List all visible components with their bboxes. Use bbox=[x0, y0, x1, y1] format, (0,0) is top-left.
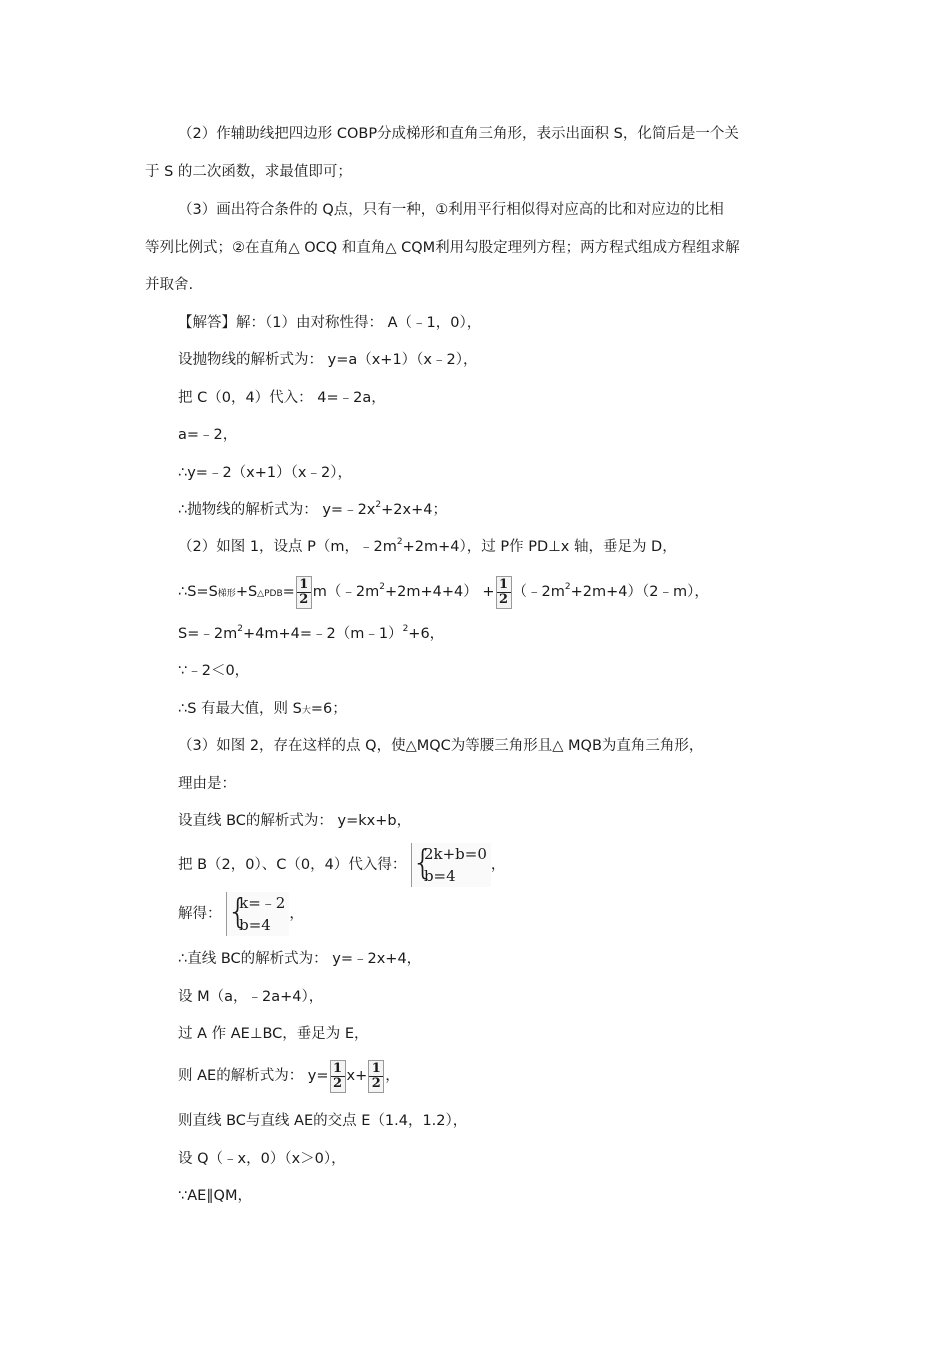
subscript-triangle: △PDB bbox=[257, 589, 283, 599]
line-25-text: 则 AE的解析式为： y= bbox=[178, 1068, 329, 1084]
line-12-tail: +2m+4），过 P作 PD⊥x 轴，垂足为 D， bbox=[402, 539, 677, 555]
formula-start: ∴S=S bbox=[178, 584, 218, 600]
formula-d: +2m+4）（2﹣m）， bbox=[570, 584, 709, 600]
line-2: 于 S 的二次函数，求最值即可； bbox=[145, 164, 352, 180]
line-12-text: （2）如图 1，设点 P（m，﹣2m bbox=[178, 539, 397, 555]
line-21 bbox=[178, 890, 304, 938]
subscript-max: 大 bbox=[301, 706, 311, 716]
line-16 bbox=[178, 699, 347, 721]
line-4: 等列比例式；②在直角△ OCQ 和直角△ CQM利用勾股定理列方程；两方程式组成方程组求解 bbox=[145, 240, 740, 256]
line-14-tail: +6， bbox=[408, 626, 445, 642]
comma: ， bbox=[490, 857, 506, 873]
fraction-half: $\frac{1}{2}$ bbox=[368, 1060, 384, 1093]
fraction-half: $\frac{1}{2}$ bbox=[330, 1060, 346, 1093]
line-11 bbox=[178, 500, 447, 522]
fraction-half: $\frac{1}{2}$ bbox=[496, 576, 512, 609]
line-12 bbox=[178, 537, 677, 559]
line-20 bbox=[178, 842, 505, 888]
line-26: 则直线 BC与直线 AE的交点 E（1.4，1.2）， bbox=[178, 1113, 468, 1129]
line-14-mid: +4m+4=﹣2（m﹣1） bbox=[242, 626, 403, 642]
line-18: 理由是： bbox=[178, 776, 236, 792]
formula-plus-s: +S bbox=[235, 584, 258, 600]
line-19: 设直线 BC的解析式为： y=kx+b， bbox=[178, 813, 412, 829]
superscript: 2 bbox=[375, 500, 382, 510]
superscript: 2 bbox=[379, 582, 385, 592]
formula-b: +2m+4+4） + bbox=[385, 584, 495, 600]
line-10: ∴y=﹣2（x+1）（x﹣2）， bbox=[178, 465, 352, 481]
superscript: 2 bbox=[396, 537, 403, 547]
line-15: ∵﹣2＜0， bbox=[178, 663, 250, 679]
line-14-text: S=﹣2m bbox=[178, 626, 238, 642]
line-25 bbox=[178, 1054, 400, 1098]
superscript: 2 bbox=[402, 624, 409, 634]
line-3: （3）画出符合条件的 Q点，只有一种，①利用平行相似得对应高的比和对应边的比相 bbox=[178, 202, 724, 218]
fraction-half: $\frac{1}{2}$ bbox=[296, 576, 312, 609]
line-17: （3）如图 2，存在这样的点 Q，使△MQC为等腰三角形且△ MQB为直角三角形， bbox=[178, 738, 704, 754]
line-23: 设 M（a，﹣2a+4）， bbox=[178, 989, 324, 1005]
line-22: ∴直线 BC的解析式为： y=﹣2x+4， bbox=[178, 951, 422, 967]
line-7: 设抛物线的解析式为： y=a（x+1）（x﹣2）， bbox=[178, 352, 478, 368]
line-8: 把 C（0，4）代入： 4=﹣2a， bbox=[178, 390, 386, 406]
comma: ， bbox=[385, 1068, 400, 1084]
line-11-tail: +2x+4； bbox=[381, 502, 447, 518]
superscript: 2 bbox=[237, 624, 243, 634]
x-plus: x+ bbox=[346, 1068, 368, 1084]
line-20-text: 把 B（2，0）、C（0，4）代入得： bbox=[178, 857, 407, 873]
line-27: 设 Q（﹣x，0）（x＞0）， bbox=[178, 1151, 346, 1167]
line-14 bbox=[178, 624, 444, 646]
line-5: 并取舍. bbox=[145, 277, 194, 293]
line-24: 过 A 作 AE⊥BC，垂足为 E， bbox=[178, 1026, 369, 1042]
line-6: 【解答】解：（1）由对称性得： A（﹣1，0）， bbox=[178, 315, 482, 331]
line-9: a=﹣2， bbox=[178, 427, 238, 443]
line-28: ∵AE∥QM， bbox=[178, 1188, 252, 1204]
formula-a: m（﹣2m bbox=[312, 584, 380, 600]
subscript-trapezoid: 梯形 bbox=[217, 589, 236, 599]
formula-eq: = bbox=[282, 584, 295, 600]
line-11-text: ∴抛物线的解析式为： y=﹣2x bbox=[178, 502, 376, 518]
equation-system-1: { 2k+b=0 b=4 bbox=[411, 843, 491, 887]
line-21-text: 解得： bbox=[178, 906, 222, 922]
line-16-text: ∴S 有最大值，则 S bbox=[178, 701, 302, 717]
line-16-tail: =6； bbox=[310, 701, 347, 717]
superscript: 2 bbox=[564, 582, 571, 592]
line-13-area-formula bbox=[178, 574, 709, 612]
equation-system-2: { k=﹣2 b=4 bbox=[226, 892, 289, 936]
comma: ， bbox=[289, 906, 304, 922]
formula-c: （﹣2m bbox=[512, 584, 565, 600]
line-1: （2）作辅助线把四边形 COBP分成梯形和直角三角形，表示出面积 S，化简后是一个关 bbox=[178, 126, 739, 142]
